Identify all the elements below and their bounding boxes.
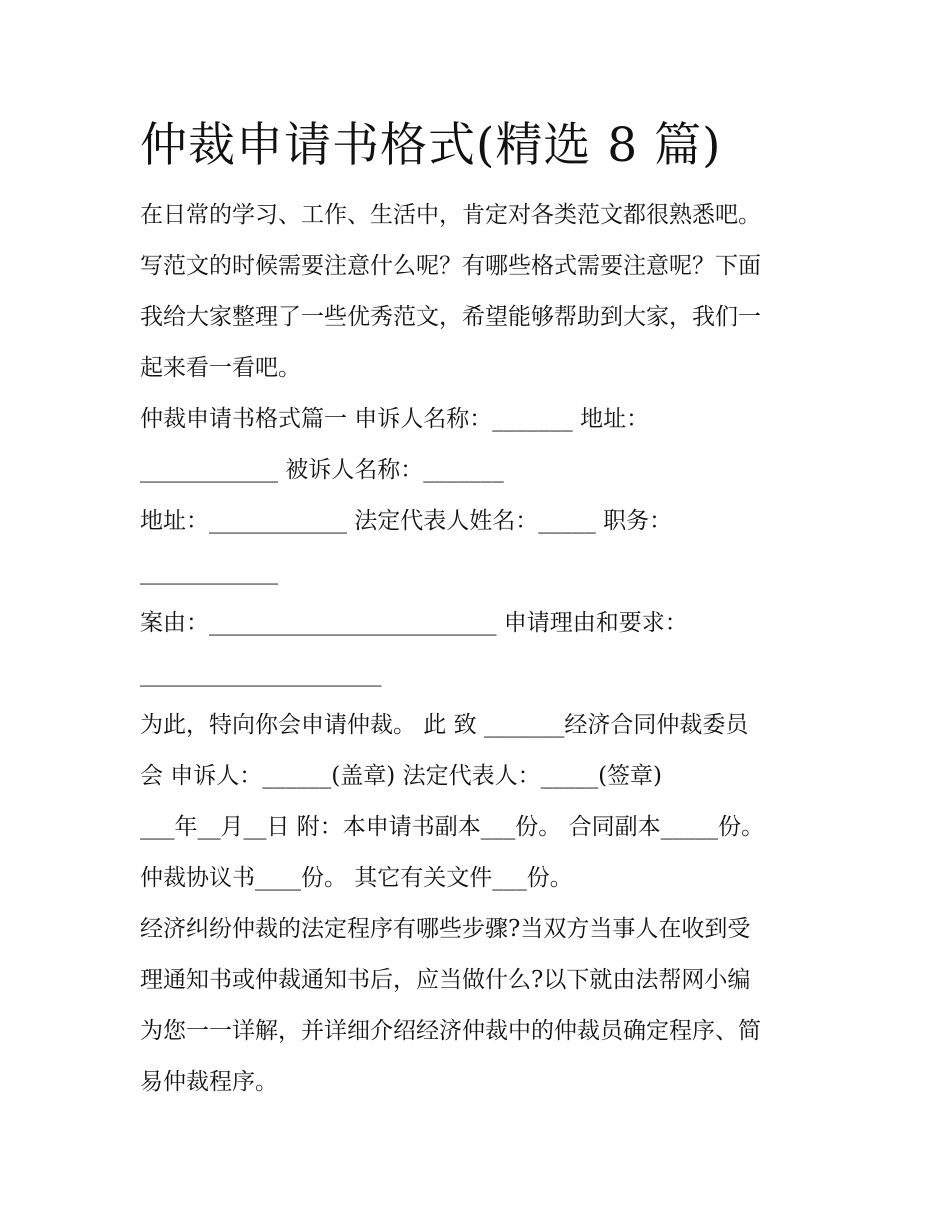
template-line: ____________ 被诉人名称：_______ (140, 457, 504, 483)
intro-paragraph (140, 190, 820, 394)
closing-line: 为此，特向你会申请仲裁。 此 致 _______经济合同仲裁委员 (140, 712, 749, 738)
template-line: 仲裁申请书格式篇一 申诉人名称：_______ 地址： (140, 406, 650, 432)
text-line: 起来看一看吧。 (140, 355, 301, 381)
document-body (140, 190, 820, 1108)
template-line: 地址：____________ 法定代表人姓名：_____ 职务： (140, 508, 673, 534)
closing-line: ___年__月__日 附：本申请书副本___份。 合同副本_____份。 (140, 814, 765, 840)
closing-line: 仲裁协议书____份。 其它有关文件___份。 (140, 865, 573, 891)
closing-paragraph (140, 700, 820, 904)
procedure-paragraph (140, 904, 820, 1108)
closing-line: 会 申诉人：______(盖章) 法定代表人：_____(签章) (140, 763, 663, 789)
template-line: _____________________ (140, 661, 382, 687)
text-line: 在日常的学习、工作、生活中，肯定对各类范文都很熟悉吧。 (140, 202, 761, 228)
document-page (140, 110, 820, 1108)
template-line: ____________ (140, 559, 278, 585)
procedure-line: 理通知书或仲裁通知书后，应当做什么?以下就由法帮网小编 (140, 967, 751, 993)
text-line: 写范文的时候需要注意什么呢？有哪些格式需要注意呢？下面 (140, 253, 761, 279)
procedure-line: 易仲裁程序。 (140, 1069, 278, 1095)
text-line: 我给大家整理了一些优秀范文，希望能够帮助到大家，我们一 (140, 304, 761, 330)
procedure-line: 经济纠纷仲裁的法定程序有哪些步骤?当双方当事人在收到受 (140, 916, 751, 942)
document-title: 仲裁申请书格式(精选 8 篇) (140, 118, 722, 173)
template-line: 案由：_________________________ 申请理由和要求： (140, 610, 688, 636)
procedure-line: 为您一一详解，并详细介绍经济仲裁中的仲裁员确定程序、简 (140, 1018, 761, 1044)
template-paragraph (140, 394, 820, 700)
